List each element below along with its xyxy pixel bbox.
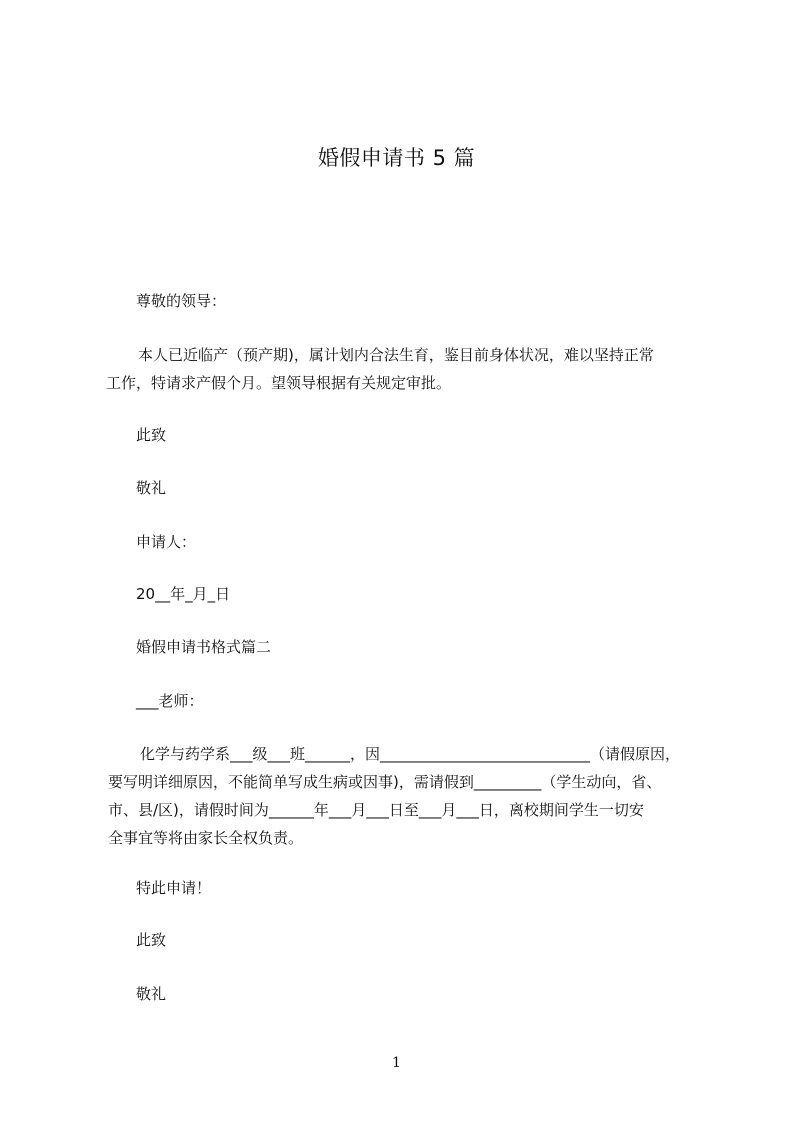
body-paragraph-1-line-2: 工作，特请求产假个月。望领导根据有关规定审批。 — [106, 374, 452, 392]
special-request: 特此申请！ — [136, 879, 212, 897]
body-paragraph-1 — [106, 341, 706, 397]
body-paragraph-2-line-1: 化学与药学系___级___班______，因____________________________（请假原因， — [140, 745, 681, 763]
closing-2: 此致 — [136, 931, 167, 949]
page-number: 1 — [392, 1055, 401, 1071]
closing-1: 此致 — [136, 426, 167, 444]
applicant-label: 申请人： — [136, 533, 197, 551]
section-two-title: 婚假申请书格式篇二 — [136, 638, 272, 656]
body-paragraph-2-line-3: 市、县/区)，请假时间为______年___月___日至___月___日，离校期间学生一切安 — [108, 801, 644, 819]
body-paragraph-1-line-1: 本人已近临产（预产期)，属计划内合法生育，鉴目前身体状况，难以坚持正常 — [138, 346, 654, 364]
document-title: 婚假申请书 5 篇 — [317, 146, 476, 170]
body-paragraph-2 — [108, 740, 708, 852]
regards-1: 敬礼 — [136, 479, 167, 497]
date-line: 20__年_月_日 — [136, 585, 231, 603]
body-paragraph-2-line-2: 要写明详细原因，不能简单写成生病或因事)，需请假到_________（学生动向，省、 — [108, 773, 662, 791]
teacher-salutation: ___老师： — [136, 692, 204, 710]
body-paragraph-2-line-4: 全事宜等将由家长全权负责。 — [108, 829, 304, 847]
regards-2: 敬礼 — [136, 985, 167, 1003]
salutation: 尊敬的领导： — [136, 292, 227, 310]
